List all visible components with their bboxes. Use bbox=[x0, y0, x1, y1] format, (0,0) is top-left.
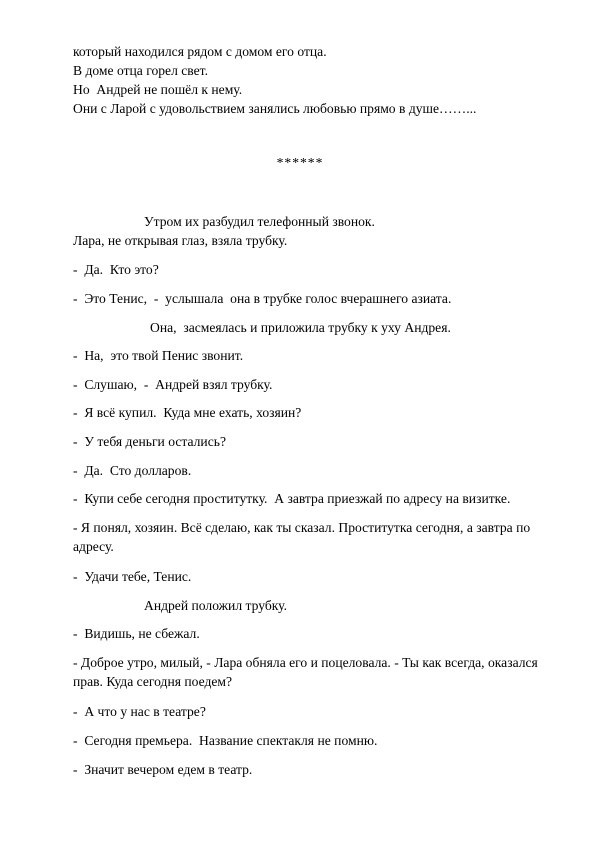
dialogue-line: - А что у нас в театре? bbox=[73, 704, 206, 719]
dialogue-line: - Купи себе сегодня проститутку. А завтра приезжай по адресу на визитке. bbox=[73, 491, 511, 506]
dialogue-line: - Слушаю, - Андрей взял трубку. bbox=[73, 377, 273, 392]
dialogue-line: - Я понял, хозяин. Всё сделаю, как ты сказал. Проститутка сегодня, а завтра по адресу. bbox=[73, 520, 531, 554]
dialogue-line: - Я всё купил. Куда мне ехать, хозяин? bbox=[73, 405, 302, 420]
section-separator: ****** bbox=[276, 155, 324, 170]
text-line: который находился рядом с домом его отца. bbox=[73, 44, 327, 59]
dialogue-line: - Значит вечером едем в театр. bbox=[73, 762, 253, 777]
dialogue-line: - Это Тенис, - услышала она в трубке голос вчерашнего азиата. bbox=[73, 291, 452, 306]
paragraph: Утром их разбудил телефонный звонок. bbox=[144, 214, 375, 229]
dialogue-line: - Да. Кто это? bbox=[73, 262, 159, 277]
dialogue-line: - Удачи тебе, Тенис. bbox=[73, 569, 192, 584]
dialogue-line: - Доброе утро, милый, - Лара обняла его и поцеловала. - Ты как всегда, оказался прав. Куда сегодня поедем? bbox=[73, 655, 538, 689]
paragraph: Она, засмеялась и приложила трубку к уху Андрея. bbox=[150, 320, 451, 335]
paragraph: Андрей положил трубку. bbox=[144, 598, 287, 613]
text-line: В доме отца горел свет. bbox=[73, 63, 208, 78]
text-line: Они с Ларой с удовольствием занялись любовью прямо в душе……... bbox=[73, 101, 477, 116]
dialogue-line: - Сегодня премьера. Название спектакля не помню. bbox=[73, 733, 378, 748]
paragraph: Лара, не открывая глаз, взяла трубку. bbox=[73, 233, 288, 248]
text-line: Но Андрей не пошёл к нему. bbox=[73, 82, 243, 97]
dialogue-line: - Видишь, не сбежал. bbox=[73, 626, 200, 641]
dialogue-line: - На, это твой Пенис звонит. bbox=[73, 348, 244, 363]
dialogue-line: - Да. Сто долларов. bbox=[73, 463, 192, 478]
dialogue-line: - У тебя деньги остались? bbox=[73, 434, 226, 449]
